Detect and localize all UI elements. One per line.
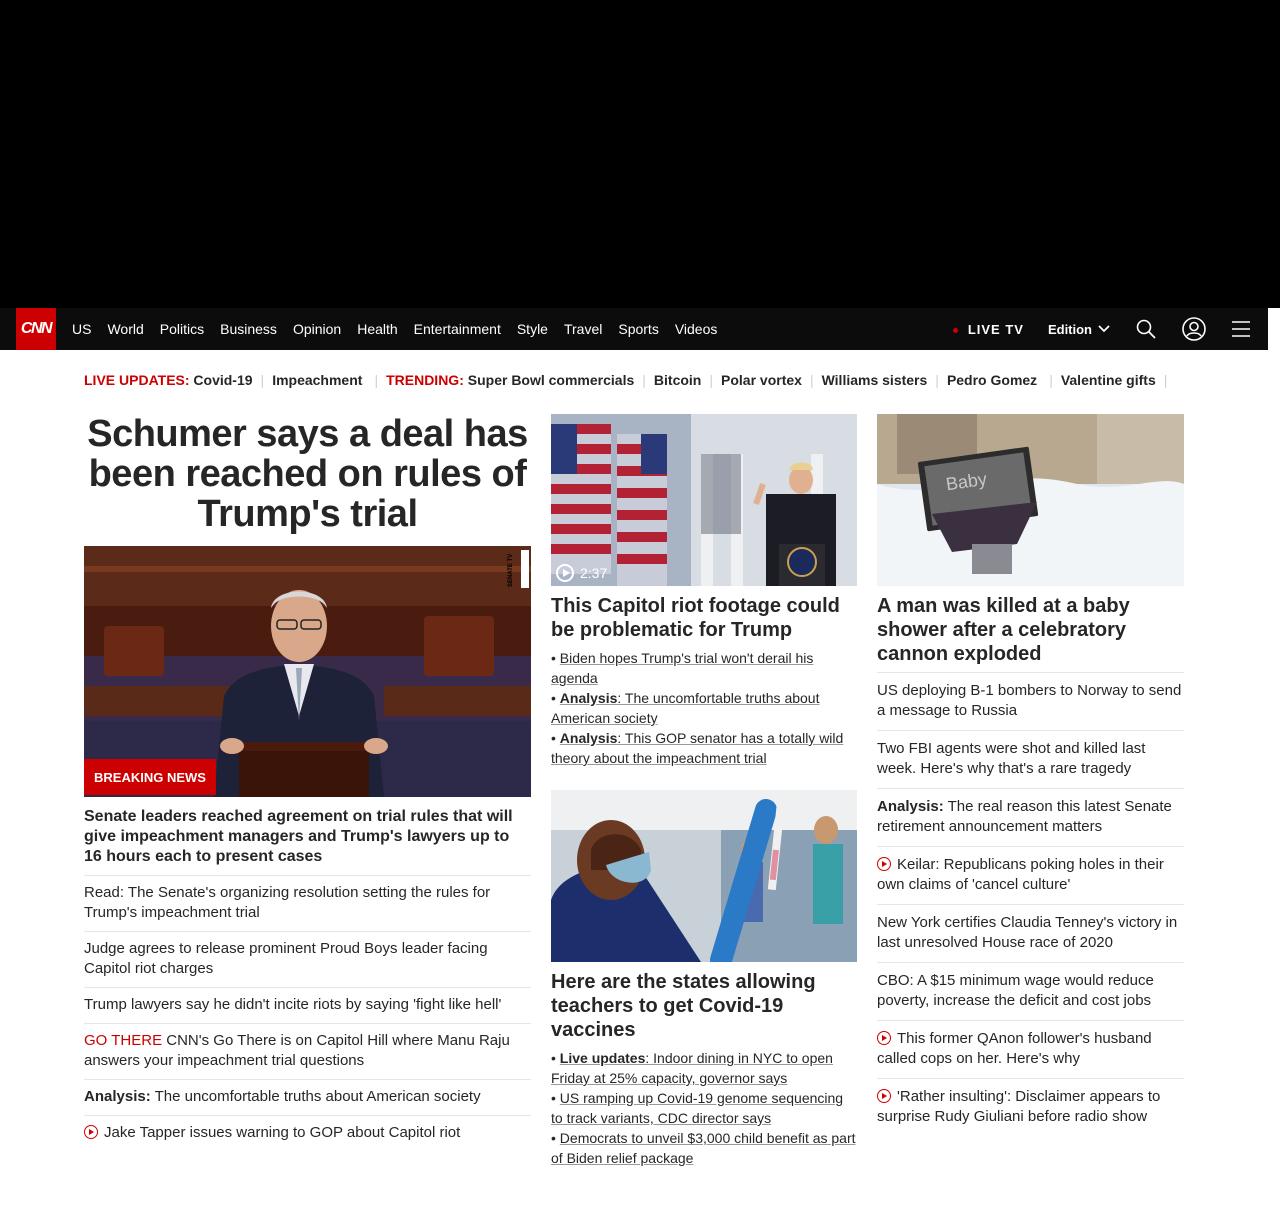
right-column: [877, 414, 1184, 1136]
vaccine-related: [551, 1048, 857, 1168]
cnn-logo[interactable]: CNN: [16, 308, 56, 350]
nav-link-videos[interactable]: Videos: [674, 321, 718, 337]
trending-link-polar-vortex[interactable]: Polar vortex: [721, 372, 802, 388]
trending-link-pedro-gomez[interactable]: Pedro Gomez: [946, 372, 1038, 388]
chevron-down-icon: [1098, 325, 1110, 333]
capitol-riot-headline[interactable]: This Capitol riot footage could be problematic for Trump: [551, 595, 840, 641]
list-item[interactable]: Keilar: Republicans poking holes in their own claims of 'cancel culture': [877, 846, 1184, 904]
video-play-icon: [877, 857, 891, 871]
nav-link-travel[interactable]: Travel: [563, 321, 603, 337]
top-nav: [0, 308, 1268, 350]
ad-banner: [0, 0, 1280, 308]
live-dot-icon: [953, 328, 958, 333]
play-circle-icon: [556, 564, 574, 582]
analysis-label: Analysis:: [84, 1088, 151, 1105]
trending-link-super-bowl[interactable]: Super Bowl commercials: [467, 372, 635, 388]
lead-related-list: [84, 876, 531, 1151]
list-item[interactable]: Judge agrees to release prominent Proud Boys leader facing Capitol riot charges: [84, 932, 531, 988]
list-item[interactable]: • Biden hopes Trump's trial won't derail his agenda: [551, 650, 814, 686]
list-item[interactable]: US deploying B-1 bombers to Norway to send a message to Russia: [877, 672, 1184, 730]
analysis-label: Analysis:: [877, 798, 944, 815]
video-play-icon: [877, 1031, 891, 1045]
nav-link-style[interactable]: Style: [516, 321, 548, 337]
list-item[interactable]: New York certifies Claudia Tenney's victory in last unresolved House race of 2020: [877, 904, 1184, 962]
live-tv-button[interactable]: LIVE TV: [953, 322, 1024, 337]
go-there-label: GO THERE: [84, 1032, 163, 1049]
nav-link-health[interactable]: Health: [357, 321, 398, 337]
vaccine-story-image[interactable]: [551, 790, 857, 962]
trending-link-valentine-gifts[interactable]: Valentine gifts: [1060, 372, 1156, 388]
list-item[interactable]: Read: The Senate's organizing resolution setting the rules for Trump's impeachment trial: [84, 876, 531, 932]
nav-link-opinion[interactable]: Opinion: [292, 321, 342, 337]
live-updates-label: LIVE UPDATES:: [84, 372, 190, 388]
nav-link-us[interactable]: US: [72, 321, 92, 337]
trending-label: TRENDING:: [386, 372, 464, 388]
vaccine-nurse-image: [551, 790, 857, 962]
trending-link-williams-sisters[interactable]: Williams sisters: [821, 372, 928, 388]
nav-link-sports[interactable]: Sports: [618, 321, 659, 337]
trending-link-impeachment[interactable]: Impeachment: [272, 372, 363, 388]
middle-column: [551, 414, 857, 1168]
list-item[interactable]: GO THERE CNN's Go There is on Capitol Hill where Manu Raju answers your impeachment trial questions: [84, 1024, 531, 1080]
nav-link-entertainment[interactable]: Entertainment: [413, 321, 501, 337]
snow-sign-image: [877, 414, 1184, 586]
list-item[interactable]: Two FBI agents were shot and killed last week. Here's why that's a rare tragedy: [877, 730, 1184, 788]
list-item[interactable]: • Live updates: Indoor dining in NYC to open Friday at 25% capacity, governor says: [551, 1050, 833, 1086]
trending-link-bitcoin[interactable]: Bitcoin: [653, 372, 702, 388]
lead-headline[interactable]: Schumer says a deal has been reached on rules of Trump's trial: [87, 413, 528, 535]
account-icon[interactable]: [1182, 317, 1206, 341]
video-play-icon: [877, 1089, 891, 1103]
list-item[interactable]: Jake Tapper issues warning to GOP about Capitol riot: [84, 1116, 531, 1151]
nav-link-business[interactable]: Business: [220, 321, 277, 337]
list-item[interactable]: • Democrats to unveil $3,000 child benefit as part of Biden relief package: [551, 1130, 856, 1166]
baby-shower-image[interactable]: [877, 414, 1184, 586]
senate-tv-tag: [521, 550, 529, 588]
list-item[interactable]: 'Rather insulting': Disclaimer appears to surprise Rudy Giuliani before radio show: [877, 1078, 1184, 1136]
trending-link-covid[interactable]: Covid-19: [193, 372, 253, 388]
right-related-list: [877, 672, 1184, 1136]
nav-link-world[interactable]: World: [107, 321, 144, 337]
list-item[interactable]: • Analysis: The uncomfortable truths about American society: [551, 690, 820, 726]
edition-dropdown[interactable]: Edition: [1048, 322, 1110, 337]
list-item[interactable]: Trump lawyers say he didn't incite riots by saying 'fight like hell': [84, 988, 531, 1024]
nav-link-politics[interactable]: Politics: [159, 321, 205, 337]
list-item[interactable]: This former QAnon follower's husband called cops on her. Here's why: [877, 1020, 1184, 1078]
trending-bar: LIVE UPDATES: Covid-19 | Impeachment | TRENDING: Super Bowl commercials | Bitcoin | Polar vortex | Williams sisters | Pedro Gomez | Valentine gifts |: [84, 372, 1168, 388]
baby-shower-headline[interactable]: A man was killed at a baby shower after a celebratory cannon exploded: [877, 595, 1130, 665]
video-duration: 2:37: [556, 564, 607, 582]
search-icon[interactable]: [1136, 319, 1156, 339]
capitol-riot-video[interactable]: [551, 414, 857, 586]
vaccine-headline[interactable]: Here are the states allowing teachers to get Covid-19 vaccines: [551, 971, 816, 1041]
list-item[interactable]: • Analysis: This GOP senator has a totally wild theory about the impeachment trial: [551, 730, 844, 766]
baby-sign-text: Baby: [944, 468, 989, 495]
lead-column: [84, 414, 531, 1151]
nav-links: [64, 321, 725, 337]
video-play-icon: [84, 1125, 98, 1139]
list-item[interactable]: Analysis: The real reason this latest Senate retirement announcement matters: [877, 788, 1184, 846]
capitol-rally-image: [551, 414, 857, 586]
list-item[interactable]: • US ramping up Covid-19 genome sequencing to track variants, CDC director says: [551, 1090, 844, 1126]
breaking-news-badge: BREAKING NEWS: [84, 759, 216, 795]
list-item[interactable]: Analysis: The uncomfortable truths about American society: [84, 1080, 531, 1116]
lead-summary-link[interactable]: Senate leaders reached agreement on trial rules that will give impeachment managers and Trump's lawyers up to 16 hours each to present cases: [84, 807, 531, 876]
menu-icon[interactable]: [1232, 321, 1250, 337]
capitol-riot-related: [551, 648, 857, 768]
lead-video[interactable]: [84, 546, 531, 797]
list-item[interactable]: CBO: A $15 minimum wage would reduce poverty, increase the deficit and cost jobs: [877, 962, 1184, 1020]
